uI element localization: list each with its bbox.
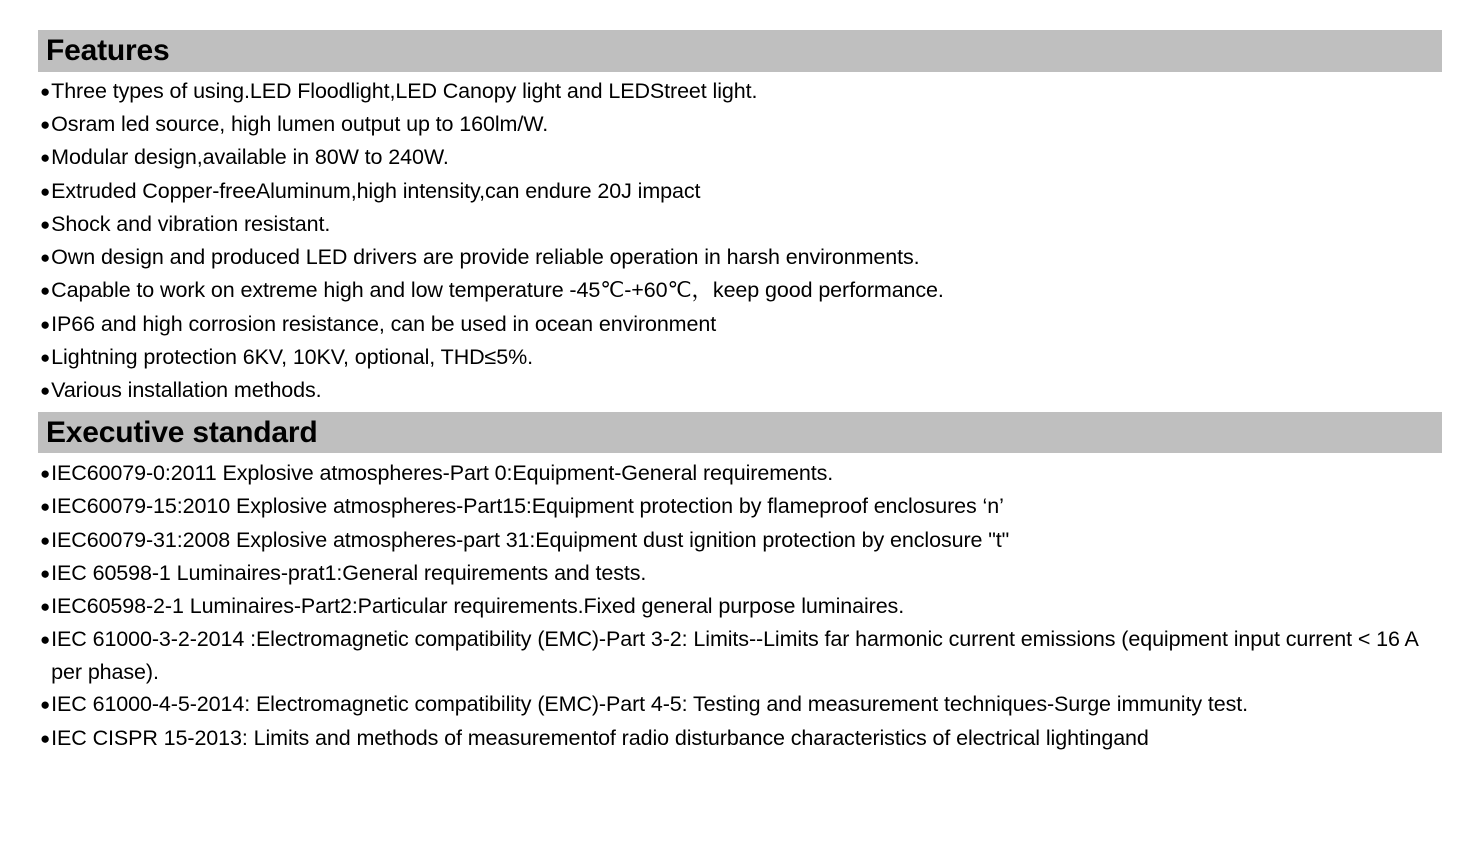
- bullet-dot-icon: ●: [40, 728, 51, 748]
- bullet-dot-icon: ●: [40, 281, 51, 301]
- list-item-text: Own design and produced LED drivers are provide reliable operation in harsh environments.: [51, 245, 920, 270]
- bullet-dot-icon: ●: [40, 464, 51, 484]
- list-item: [40, 623, 1442, 688]
- bullet-dot-icon: ●: [40, 181, 51, 201]
- list-item-text: Shock and vibration resistant.: [51, 211, 331, 236]
- list-item-text: IEC CISPR 15-2013: Limits and methods of measurementof radio disturbance characteristics of electrical lightingand: [51, 725, 1149, 750]
- bullet-dot-icon: ●: [40, 596, 51, 616]
- features-list: [0, 72, 1480, 408]
- list-item: [40, 722, 1442, 755]
- list-item: [40, 241, 1442, 274]
- list-item-text: IP66 and high corrosion resistance, can be used in ocean environment: [51, 311, 717, 336]
- bullet-dot-icon: ●: [40, 348, 51, 368]
- list-item: [40, 590, 1442, 623]
- list-item-text: Osram led source, high lumen output up to 160lm/W.: [51, 111, 549, 136]
- bullet-dot-icon: ●: [40, 630, 51, 650]
- list-item: [40, 557, 1442, 590]
- list-item: [40, 75, 1442, 108]
- list-item-text: IEC 61000-4-5-2014: Electromagnetic compatibility (EMC)-Part 4-5: Testing and measurement techniques-Surge immunity test.: [51, 692, 1248, 717]
- list-item: [40, 341, 1442, 374]
- section-header-features: Features: [38, 30, 1442, 72]
- list-item-text: IEC60598-2-1 Luminaires-Part2:Particular requirements.Fixed general purpose luminaires.: [51, 593, 905, 618]
- list-item-text: IEC60079-15:2010 Explosive atmospheres-Part15:Equipment protection by flameproof enclosures ‘n’: [51, 494, 1004, 519]
- list-item-text: Extruded Copper-freeAluminum,high intensity,can endure 20J impact: [51, 178, 701, 203]
- bullet-dot-icon: ●: [40, 148, 51, 168]
- list-item-text: IEC 60598-1 Luminaires-prat1:General requirements and tests.: [51, 560, 647, 585]
- list-item-text: Capable to work on extreme high and low temperature -45℃-+60℃，keep good performance.: [51, 278, 944, 303]
- list-item: [40, 108, 1442, 141]
- section-header-executive-standard: Executive standard: [38, 412, 1442, 454]
- list-item-text: IEC60079-31:2008 Explosive atmospheres-part 31:Equipment dust ignition protection by enclosure "t": [51, 527, 1010, 552]
- list-item: [40, 141, 1442, 174]
- executive-standard-list: [0, 453, 1480, 754]
- bullet-dot-icon: ●: [40, 381, 51, 401]
- bullet-dot-icon: ●: [40, 695, 51, 715]
- bullet-dot-icon: ●: [40, 497, 51, 517]
- list-item-text: Modular design,available in 80W to 240W.: [51, 145, 449, 170]
- bullet-dot-icon: ●: [40, 248, 51, 268]
- list-item: [40, 308, 1442, 341]
- list-item: [40, 490, 1442, 523]
- list-item-text: Three types of using.LED Floodlight,LED Canopy light and LEDStreet light.: [51, 78, 758, 103]
- list-item: [40, 688, 1442, 721]
- list-item-text: IEC60079-0:2011 Explosive atmospheres-Part 0:Equipment-General requirements.: [51, 461, 834, 486]
- bullet-dot-icon: ●: [40, 114, 51, 134]
- list-item: [40, 457, 1442, 490]
- list-item: [40, 175, 1442, 208]
- bullet-dot-icon: ●: [40, 314, 51, 334]
- list-item: [40, 208, 1442, 241]
- list-item: [40, 374, 1442, 407]
- list-item: [40, 274, 1442, 307]
- list-item: [40, 524, 1442, 557]
- bullet-dot-icon: ●: [40, 81, 51, 101]
- list-item-text: IEC 61000-3-2-2014 :Electromagnetic compatibility (EMC)-Part 3-2: Limits--Limits far harmonic current emissions (equipment input current < 16 A per phase).: [51, 627, 1418, 684]
- list-item-text: Lightning protection 6KV, 10KV, optional, THD≤5%.: [51, 345, 533, 370]
- bullet-dot-icon: ●: [40, 530, 51, 550]
- bullet-dot-icon: ●: [40, 214, 51, 234]
- bullet-dot-icon: ●: [40, 563, 51, 583]
- list-item-text: Various installation methods.: [51, 378, 322, 403]
- document-page: [0, 30, 1480, 862]
